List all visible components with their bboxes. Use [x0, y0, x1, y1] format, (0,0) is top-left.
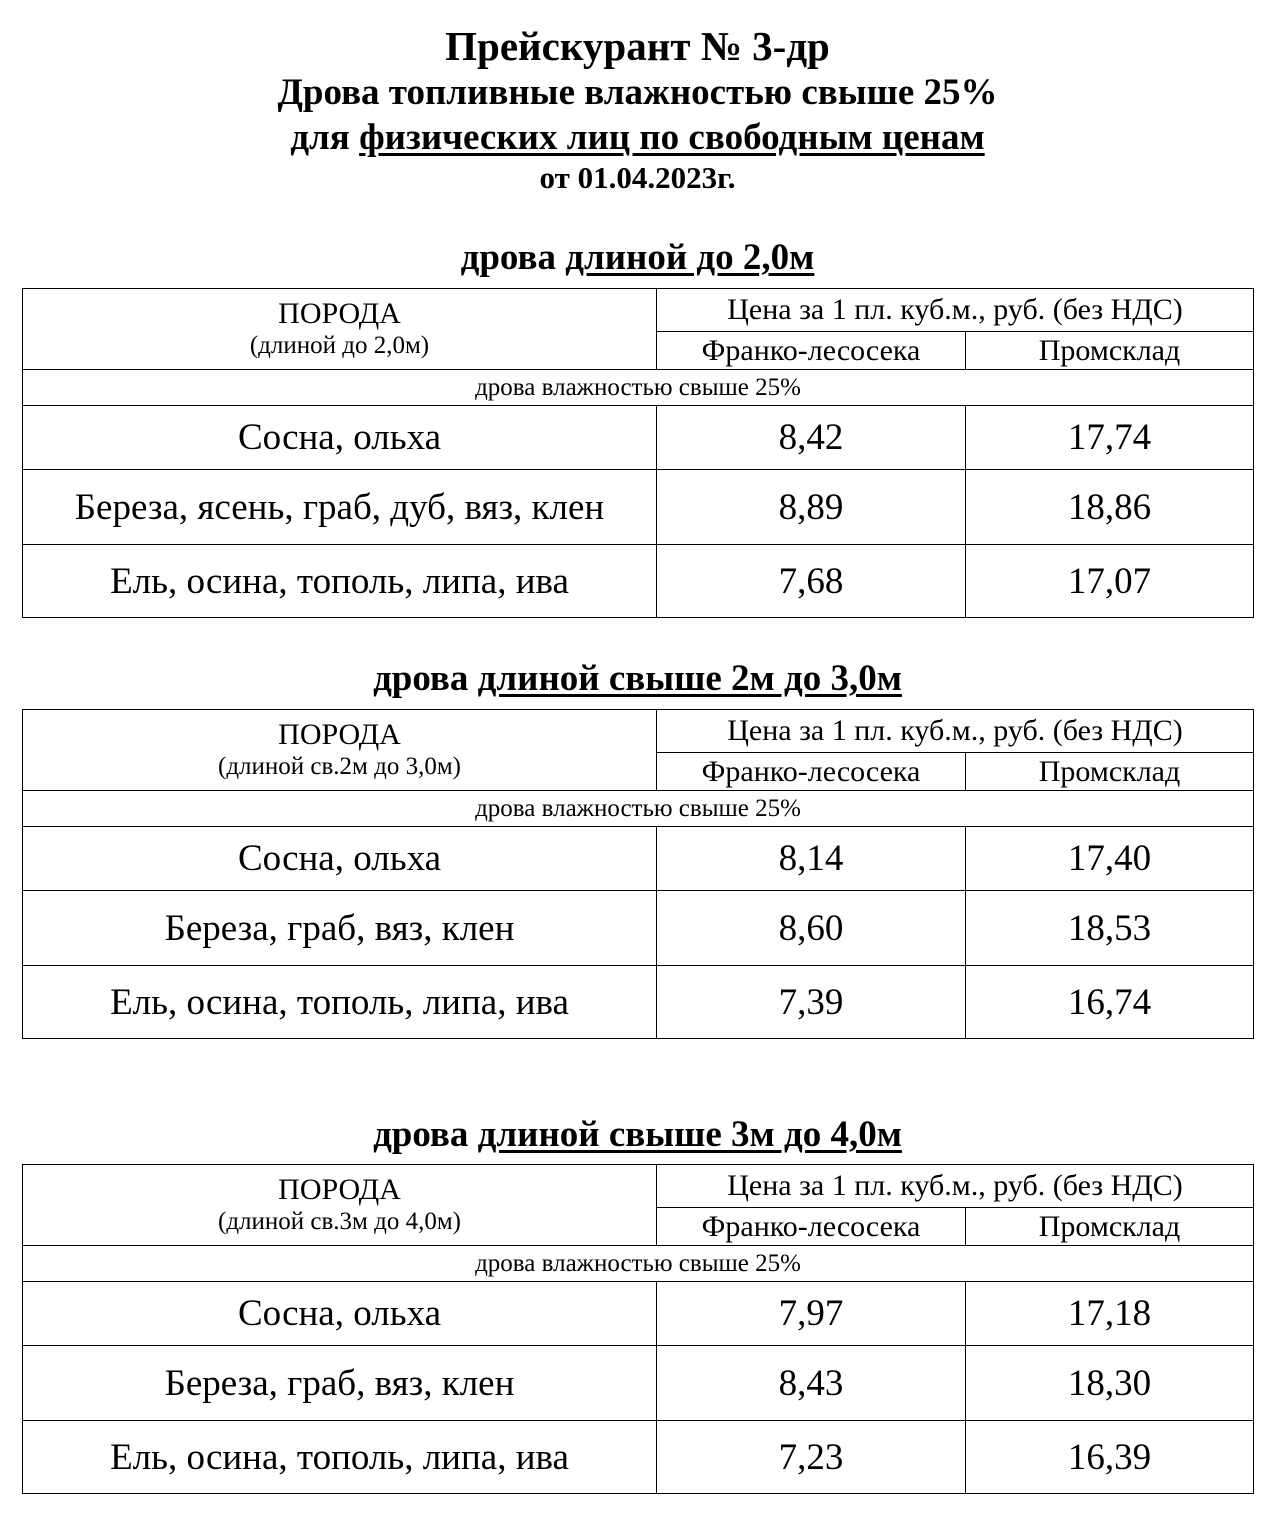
poroda-header — [23, 289, 657, 370]
franko-price-cell: 7,39 — [657, 966, 966, 1039]
franko-price-cell: 7,23 — [657, 1421, 966, 1494]
species-cell: Береза, граб, вяз, клен — [23, 891, 657, 966]
document-subtitle: Дрова топливные влажностью свыше 25% — [277, 72, 998, 113]
table-row — [23, 827, 1254, 891]
franko-price-cell: 7,97 — [657, 1282, 966, 1346]
humidity-row: дрова влажностью свыше 25% — [23, 791, 1254, 827]
table-row — [23, 470, 1254, 545]
section-title-prefix: дрова — [460, 237, 566, 278]
franko-price-cell: 8,89 — [657, 470, 966, 545]
document-date: от 01.04.2023г. — [539, 160, 736, 195]
poroda-length: (длиной св.2м до 3,0м) — [218, 753, 461, 780]
poroda-label: ПОРОДА — [278, 297, 401, 330]
price-header: Цена за 1 пл. куб.м., руб. (без НДС) — [657, 1165, 1254, 1208]
poroda-label: ПОРОДА — [278, 1173, 401, 1206]
price-table-2 — [22, 709, 1254, 1039]
species-cell: Сосна, ольха — [23, 827, 657, 891]
species-cell: Береза, ясень, граб, дуб, вяз, клен — [23, 470, 657, 545]
price-table-3 — [22, 1164, 1254, 1494]
audience-underlined: физических лиц по свободным ценам — [359, 117, 985, 158]
col-promsklad-header: Промсклад — [966, 1208, 1254, 1246]
col-promsklad-header: Промсклад — [966, 332, 1254, 370]
franko-price-cell: 8,43 — [657, 1346, 966, 1421]
price-header: Цена за 1 пл. куб.м., руб. (без НДС) — [657, 289, 1254, 332]
species-cell: Сосна, ольха — [23, 406, 657, 470]
section-title-2 — [0, 657, 1275, 701]
franko-price-cell: 7,68 — [657, 545, 966, 618]
franko-price-cell: 8,42 — [657, 406, 966, 470]
col-promsklad-header: Промсклад — [966, 753, 1254, 791]
table-row — [23, 891, 1254, 966]
promsklad-price-cell: 17,18 — [966, 1282, 1254, 1346]
table-row — [23, 545, 1254, 618]
promsklad-price-cell: 16,39 — [966, 1421, 1254, 1494]
table-row — [23, 966, 1254, 1039]
document-title: Прейскурант № 3-др — [445, 23, 830, 69]
species-cell: Береза, граб, вяз, клен — [23, 1346, 657, 1421]
col-franko-header: Франко-лесосека — [657, 1208, 966, 1246]
franko-price-cell: 8,60 — [657, 891, 966, 966]
promsklad-price-cell: 17,07 — [966, 545, 1254, 618]
species-cell: Сосна, ольха — [23, 1282, 657, 1346]
document-audience — [0, 115, 1275, 160]
audience-prefix: для — [290, 117, 360, 158]
promsklad-price-cell: 17,40 — [966, 827, 1254, 891]
section-title-underlined: длиной до 2,0м — [565, 237, 815, 278]
humidity-row: дрова влажностью свыше 25% — [23, 1246, 1254, 1282]
promsklad-price-cell: 18,86 — [966, 470, 1254, 545]
section-title-3 — [0, 1113, 1275, 1157]
poroda-length: (длиной св.3м до 4,0м) — [218, 1208, 461, 1235]
poroda-header — [23, 1165, 657, 1246]
col-franko-header: Франко-лесосека — [657, 753, 966, 791]
promsklad-price-cell: 18,53 — [966, 891, 1254, 966]
franko-price-cell: 8,14 — [657, 827, 966, 891]
humidity-row: дрова влажностью свыше 25% — [23, 370, 1254, 406]
table-row — [23, 406, 1254, 470]
table-row — [23, 1421, 1254, 1494]
col-franko-header: Франко-лесосека — [657, 332, 966, 370]
document-header — [0, 22, 1275, 196]
promsklad-price-cell: 17,74 — [966, 406, 1254, 470]
price-header: Цена за 1 пл. куб.м., руб. (без НДС) — [657, 710, 1254, 753]
species-cell: Ель, осина, тополь, липа, ива — [23, 545, 657, 618]
table-row — [23, 1346, 1254, 1421]
section-title-underlined: длиной свыше 3м до 4,0м — [477, 1114, 902, 1155]
promsklad-price-cell: 18,30 — [966, 1346, 1254, 1421]
price-table-1 — [22, 288, 1254, 618]
promsklad-price-cell: 16,74 — [966, 966, 1254, 1039]
section-title-underlined: длиной свыше 2м до 3,0м — [477, 658, 902, 699]
poroda-header — [23, 710, 657, 791]
section-title-prefix: дрова — [373, 1114, 478, 1155]
poroda-length: (длиной до 2,0м) — [249, 332, 430, 359]
species-cell: Ель, осина, тополь, липа, ива — [23, 966, 657, 1039]
section-title-1 — [0, 236, 1275, 280]
section-title-prefix: дрова — [373, 658, 478, 699]
table-row — [23, 1282, 1254, 1346]
poroda-label: ПОРОДА — [278, 718, 401, 751]
species-cell: Ель, осина, тополь, липа, ива — [23, 1421, 657, 1494]
